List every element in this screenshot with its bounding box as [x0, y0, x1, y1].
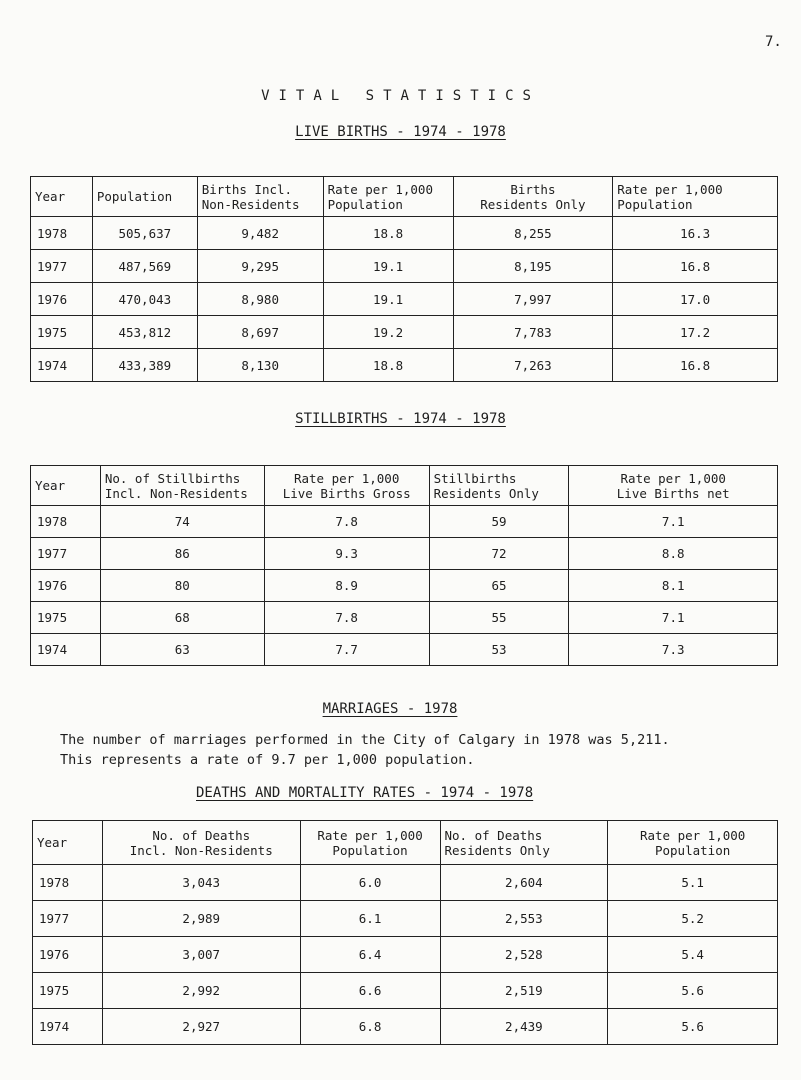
- table-row: [31, 316, 778, 349]
- value-cell: 72: [429, 538, 569, 570]
- table-row: [33, 1009, 778, 1045]
- value-cell: 433,389: [92, 349, 197, 382]
- year-cell: 1976: [31, 570, 101, 602]
- table-row: [31, 506, 778, 538]
- year-cell: 1976: [31, 283, 93, 316]
- year-cell: 1976: [33, 937, 103, 973]
- value-cell: 16.8: [613, 349, 778, 382]
- table-row: [31, 283, 778, 316]
- live-births-heading: LIVE BIRTHS - 1974 - 1978: [295, 124, 506, 140]
- table-row: [33, 937, 778, 973]
- value-cell: 74: [100, 506, 264, 538]
- value-cell: 18.8: [323, 349, 453, 382]
- col-header: No. of Stillbirths Incl. Non-Residents: [100, 466, 264, 506]
- value-cell: 55: [429, 602, 569, 634]
- col-header: Population: [92, 177, 197, 217]
- col-header: Births Incl. Non-Residents: [197, 177, 323, 217]
- year-cell: 1975: [31, 316, 93, 349]
- col-header: No. of Deaths Residents Only: [440, 821, 608, 865]
- value-cell: 7,263: [453, 349, 613, 382]
- value-cell: 2,989: [102, 901, 300, 937]
- value-cell: 3,007: [102, 937, 300, 973]
- table-row: [33, 865, 778, 901]
- table-row: [31, 634, 778, 666]
- table-row: [31, 538, 778, 570]
- table-row: [33, 901, 778, 937]
- value-cell: 8,255: [453, 217, 613, 250]
- value-cell: 65: [429, 570, 569, 602]
- value-cell: 2,927: [102, 1009, 300, 1045]
- value-cell: 2,992: [102, 973, 300, 1009]
- year-cell: 1975: [33, 973, 103, 1009]
- live-births-table: [30, 176, 778, 382]
- page-number: 7.: [765, 34, 782, 50]
- col-header: Stillbirths Residents Only: [429, 466, 569, 506]
- value-cell: 16.3: [613, 217, 778, 250]
- table-header-row: [31, 466, 778, 506]
- value-cell: 9,482: [197, 217, 323, 250]
- stillbirths-table: [30, 465, 778, 666]
- year-cell: 1978: [33, 865, 103, 901]
- year-cell: 1977: [33, 901, 103, 937]
- table-row: [31, 570, 778, 602]
- col-header: Rate per 1,000 Population: [613, 177, 778, 217]
- value-cell: 8,195: [453, 250, 613, 283]
- value-cell: 68: [100, 602, 264, 634]
- value-cell: 5.6: [608, 973, 778, 1009]
- value-cell: 8,980: [197, 283, 323, 316]
- table-header-row: [33, 821, 778, 865]
- value-cell: 2,553: [440, 901, 608, 937]
- value-cell: 80: [100, 570, 264, 602]
- value-cell: 19.2: [323, 316, 453, 349]
- value-cell: 5.1: [608, 865, 778, 901]
- value-cell: 59: [429, 506, 569, 538]
- page-title: VITAL STATISTICS: [261, 88, 540, 104]
- value-cell: 5.6: [608, 1009, 778, 1045]
- value-cell: 17.0: [613, 283, 778, 316]
- col-header: Year: [33, 821, 103, 865]
- value-cell: 5.4: [608, 937, 778, 973]
- value-cell: 7.7: [264, 634, 429, 666]
- value-cell: 6.0: [300, 865, 440, 901]
- value-cell: 8.9: [264, 570, 429, 602]
- value-cell: 7,783: [453, 316, 613, 349]
- value-cell: 19.1: [323, 250, 453, 283]
- stillbirths-heading: STILLBIRTHS - 1974 - 1978: [295, 411, 506, 427]
- value-cell: 2,439: [440, 1009, 608, 1045]
- table-row: [31, 349, 778, 382]
- col-header: Year: [31, 466, 101, 506]
- value-cell: 8,697: [197, 316, 323, 349]
- value-cell: 7.1: [569, 506, 778, 538]
- year-cell: 1977: [31, 250, 93, 283]
- col-header: Year: [31, 177, 93, 217]
- value-cell: 19.1: [323, 283, 453, 316]
- value-cell: 2,519: [440, 973, 608, 1009]
- value-cell: 5.2: [608, 901, 778, 937]
- value-cell: 6.8: [300, 1009, 440, 1045]
- value-cell: 505,637: [92, 217, 197, 250]
- col-header: No. of Deaths Incl. Non-Residents: [102, 821, 300, 865]
- col-header: Rate per 1,000 Live Births net: [569, 466, 778, 506]
- value-cell: 7.1: [569, 602, 778, 634]
- table-header-row: [31, 177, 778, 217]
- value-cell: 8.8: [569, 538, 778, 570]
- value-cell: 17.2: [613, 316, 778, 349]
- value-cell: 470,043: [92, 283, 197, 316]
- table-row: [33, 973, 778, 1009]
- value-cell: 6.6: [300, 973, 440, 1009]
- value-cell: 9.3: [264, 538, 429, 570]
- col-header: Rate per 1,000 Population: [323, 177, 453, 217]
- marriages-heading: MARRIAGES - 1978: [322, 701, 458, 717]
- value-cell: 8,130: [197, 349, 323, 382]
- col-header: Rate per 1,000 Population: [608, 821, 778, 865]
- value-cell: 7.8: [264, 506, 429, 538]
- year-cell: 1977: [31, 538, 101, 570]
- value-cell: 53: [429, 634, 569, 666]
- value-cell: 3,043: [102, 865, 300, 901]
- marriages-text-line-1: The number of marriages performed in the City of Calgary in 1978 was 5,211.: [60, 732, 670, 748]
- col-header: Rate per 1,000 Live Births Gross: [264, 466, 429, 506]
- year-cell: 1975: [31, 602, 101, 634]
- col-header: Births Residents Only: [453, 177, 613, 217]
- value-cell: 2,528: [440, 937, 608, 973]
- year-cell: 1974: [31, 349, 93, 382]
- deaths-table: [32, 820, 778, 1045]
- value-cell: 9,295: [197, 250, 323, 283]
- col-header: Rate per 1,000 Population: [300, 821, 440, 865]
- table-row: [31, 217, 778, 250]
- year-cell: 1974: [33, 1009, 103, 1045]
- value-cell: 487,569: [92, 250, 197, 283]
- value-cell: 6.4: [300, 937, 440, 973]
- value-cell: 7.3: [569, 634, 778, 666]
- value-cell: 16.8: [613, 250, 778, 283]
- year-cell: 1974: [31, 634, 101, 666]
- year-cell: 1978: [31, 217, 93, 250]
- table-row: [31, 602, 778, 634]
- year-cell: 1978: [31, 506, 101, 538]
- value-cell: 453,812: [92, 316, 197, 349]
- value-cell: 86: [100, 538, 264, 570]
- value-cell: 8.1: [569, 570, 778, 602]
- table-row: [31, 250, 778, 283]
- value-cell: 2,604: [440, 865, 608, 901]
- value-cell: 6.1: [300, 901, 440, 937]
- value-cell: 7.8: [264, 602, 429, 634]
- value-cell: 7,997: [453, 283, 613, 316]
- value-cell: 18.8: [323, 217, 453, 250]
- value-cell: 63: [100, 634, 264, 666]
- deaths-heading: DEATHS AND MORTALITY RATES - 1974 - 1978: [196, 785, 534, 801]
- marriages-text-line-2: This represents a rate of 9.7 per 1,000 population.: [60, 752, 475, 768]
